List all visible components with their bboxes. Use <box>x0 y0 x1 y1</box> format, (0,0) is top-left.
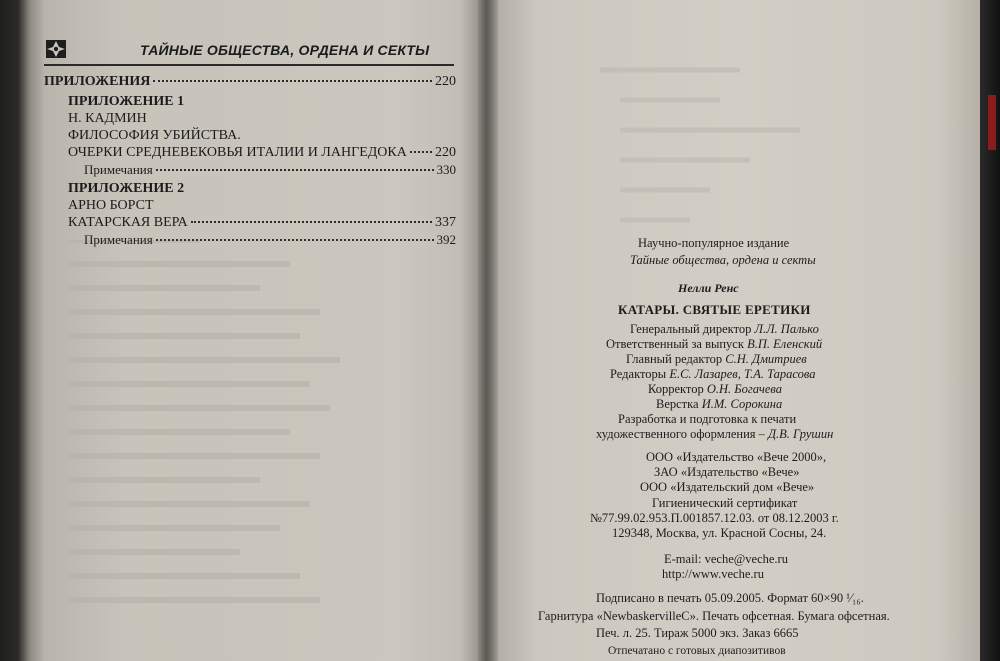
certificate-line: №77.99.02.953.П.001857.12.03. от 08.12.2003 г. <box>590 511 839 525</box>
credit-name: В.П. Еленский <box>747 337 823 351</box>
toc-label: КАТАРСКАЯ ВЕРА <box>68 215 188 230</box>
toc-label: ОЧЕРКИ СРЕДНЕВЕКОВЬЯ ИТАЛИИ И ЛАНГЕДОКА <box>68 145 407 160</box>
credit-line <box>656 397 782 412</box>
art-credit-line2 <box>596 427 833 442</box>
toc-leader <box>153 80 432 82</box>
toc-leader <box>191 221 432 223</box>
toc-row-appendix2-notes <box>84 232 456 248</box>
credit-name: Е.С. Лазарев, Т.А. Тарасова <box>669 367 816 381</box>
credit-line <box>606 337 822 352</box>
appendix2-heading: ПРИЛОЖЕНИЕ 2 <box>68 181 185 196</box>
print-info-line: Гарнитура «NewbaskervilleC». Печать офсетная. Бумага офсетная. <box>538 609 890 623</box>
series-name: Тайные общества, ордена и секты <box>630 253 816 267</box>
credit-role: Ответственный за выпуск <box>606 337 744 351</box>
series-emblem-icon <box>44 38 68 60</box>
bookmark-ribbon <box>988 95 996 150</box>
header-rule <box>44 64 454 66</box>
running-head: ТАЙНЫЕ ОБЩЕСТВА, ОРДЕНА И СЕКТЫ <box>140 42 430 58</box>
toc-row-appendix1-notes <box>84 162 456 178</box>
publisher-line: ЗАО «Издательство «Вече» <box>654 465 800 479</box>
toc-leader <box>156 239 434 241</box>
credit-role: Верстка <box>656 397 699 411</box>
print-info-line: Подписано в печать 05.09.2005. Формат 60×90 ¹⁄₁₆. <box>596 591 864 605</box>
credit-role: Генеральный директор <box>630 322 752 336</box>
certificate-line: 129348, Москва, ул. Красной Сосны, 24. <box>612 526 827 540</box>
email-line: E-mail: veche@veche.ru <box>664 552 788 566</box>
publisher-line: ООО «Издательство «Вече 2000», <box>646 450 827 464</box>
credit-line <box>610 367 815 382</box>
toc-row-appendix2-title <box>68 215 456 231</box>
appendix1-title-line1: ФИЛОСОФИЯ УБИЙСТВА. <box>68 128 241 143</box>
credit-name: Л.Л. Палько <box>754 322 819 336</box>
book-gutter <box>478 0 498 661</box>
credit-role: Корректор <box>648 382 704 396</box>
appendix1-heading: ПРИЛОЖЕНИЕ 1 <box>68 94 185 109</box>
book-title: КАТАРЫ. СВЯТЫЕ ЕРЕТИКИ <box>618 302 811 317</box>
publisher-line: ООО «Издательский дом «Вече» <box>640 480 815 494</box>
appendix2-author: АРНО БОРСТ <box>68 198 154 213</box>
bleed-through-texture <box>60 240 460 640</box>
credit-role: Главный редактор <box>626 352 723 366</box>
printed-from-line: Отпечатано с готовых диапозитивов <box>608 645 786 657</box>
toc-row-appendices <box>44 74 456 90</box>
toc-page-number: 337 <box>435 215 456 230</box>
credit-name: О.Н. Богачева <box>706 382 782 396</box>
bleed-through-texture-right <box>600 60 930 230</box>
credit-role: Редакторы <box>610 367 667 381</box>
credit-line <box>626 352 807 367</box>
credit-name: С.Н. Дмитриев <box>725 352 807 366</box>
credit-name: И.М. Сорокина <box>701 397 783 411</box>
print-info-line: Печ. л. 25. Тираж 5000 экз. Заказ 6665 <box>596 626 799 640</box>
edition-type: Научно-популярное издание <box>638 236 790 250</box>
toc-leader <box>410 151 432 153</box>
toc-label: ПРИЛОЖЕНИЯ <box>44 74 151 89</box>
toc-label: Примечания <box>84 232 153 247</box>
toc-page-number: 220 <box>435 145 456 160</box>
toc-page-number: 220 <box>435 74 456 89</box>
credit-role: художественного оформления – <box>596 427 765 441</box>
toc-leader <box>156 169 434 171</box>
appendix1-author: Н. КАДМИН <box>68 111 147 126</box>
toc-label: Примечания <box>84 162 153 177</box>
certificate-line: Гигиенический сертификат <box>652 496 798 510</box>
book-author: Нелли Ренс <box>678 281 739 295</box>
credit-line <box>648 382 782 397</box>
credit-name: Д.В. Грушин <box>768 427 834 441</box>
art-credit-line1: Разработка и подготовка к печати <box>618 412 797 426</box>
website-line: http://www.veche.ru <box>662 567 764 581</box>
credit-line <box>630 322 819 337</box>
toc-page-number: 330 <box>436 162 456 177</box>
toc-page-number: 392 <box>436 232 456 247</box>
toc-row-appendix1-title <box>68 145 456 161</box>
